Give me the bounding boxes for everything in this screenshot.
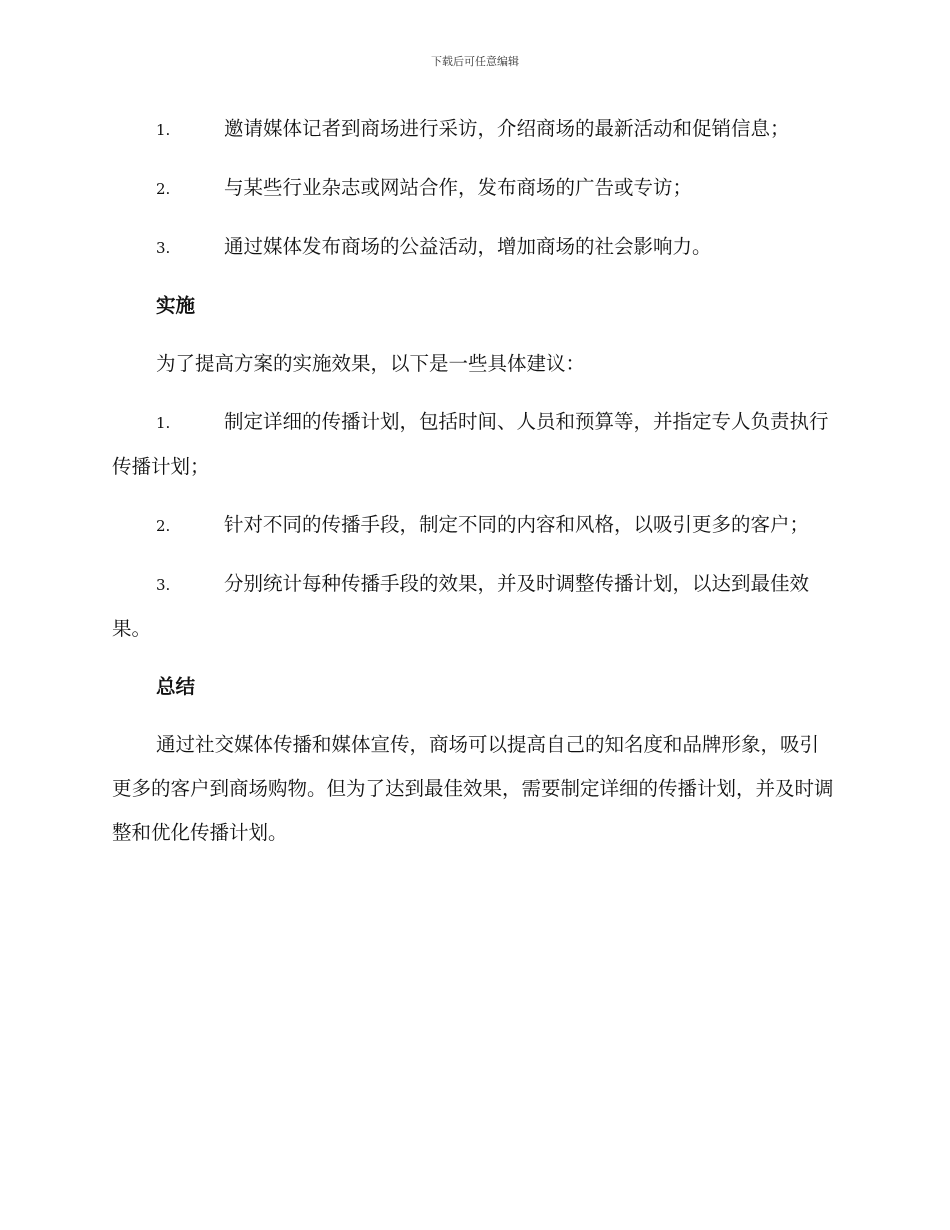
list-text: 邀请媒体记者到商场进行采访，介绍商场的最新活动和促销信息； (224, 117, 790, 140)
page-header: 下载后可任意编辑 (431, 55, 519, 68)
list-number: 2. (156, 180, 171, 198)
list-item (112, 107, 836, 152)
document-body (112, 107, 836, 869)
list-text: 与某些行业杂志或网站合作，发布商场的广告或专访； (224, 176, 693, 199)
list-number: 1. (156, 121, 171, 139)
list-item (112, 562, 836, 651)
list-text: 制定详细的传播计划，包括时间、人员和预算等，并指定专人负责执行传播计划； (112, 410, 829, 478)
implementation-intro: 为了提高方案的实施效果，以下是一些具体建议： (156, 352, 586, 375)
list-text: 分别统计每种传播手段的效果，并及时调整传播计划，以达到最佳效果。 (112, 572, 810, 640)
list-item (112, 400, 836, 489)
summary-paragraph: 通过社交媒体传播和媒体宣传，商场可以提高自己的知名度和品牌形象，吸引更多的客户到商场购物。但为了达到最佳效果，需要制定详细的传播计划，并及时调整和优化传播计划。 (112, 733, 834, 844)
section-heading-summary: 总结 (156, 675, 196, 698)
list-item (112, 503, 836, 548)
list-number: 2. (156, 517, 171, 535)
list-number: 1. (156, 414, 171, 432)
list-item (112, 166, 836, 211)
list-text: 通过媒体发布商场的公益活动，增加商场的社会影响力。 (224, 235, 712, 258)
list-text: 针对不同的传播手段，制定不同的内容和风格，以吸引更多的客户； (224, 513, 810, 536)
list-number: 3. (156, 576, 171, 594)
list-number: 3. (156, 239, 171, 257)
section-heading-implementation: 实施 (156, 294, 196, 317)
list-item (112, 225, 836, 270)
